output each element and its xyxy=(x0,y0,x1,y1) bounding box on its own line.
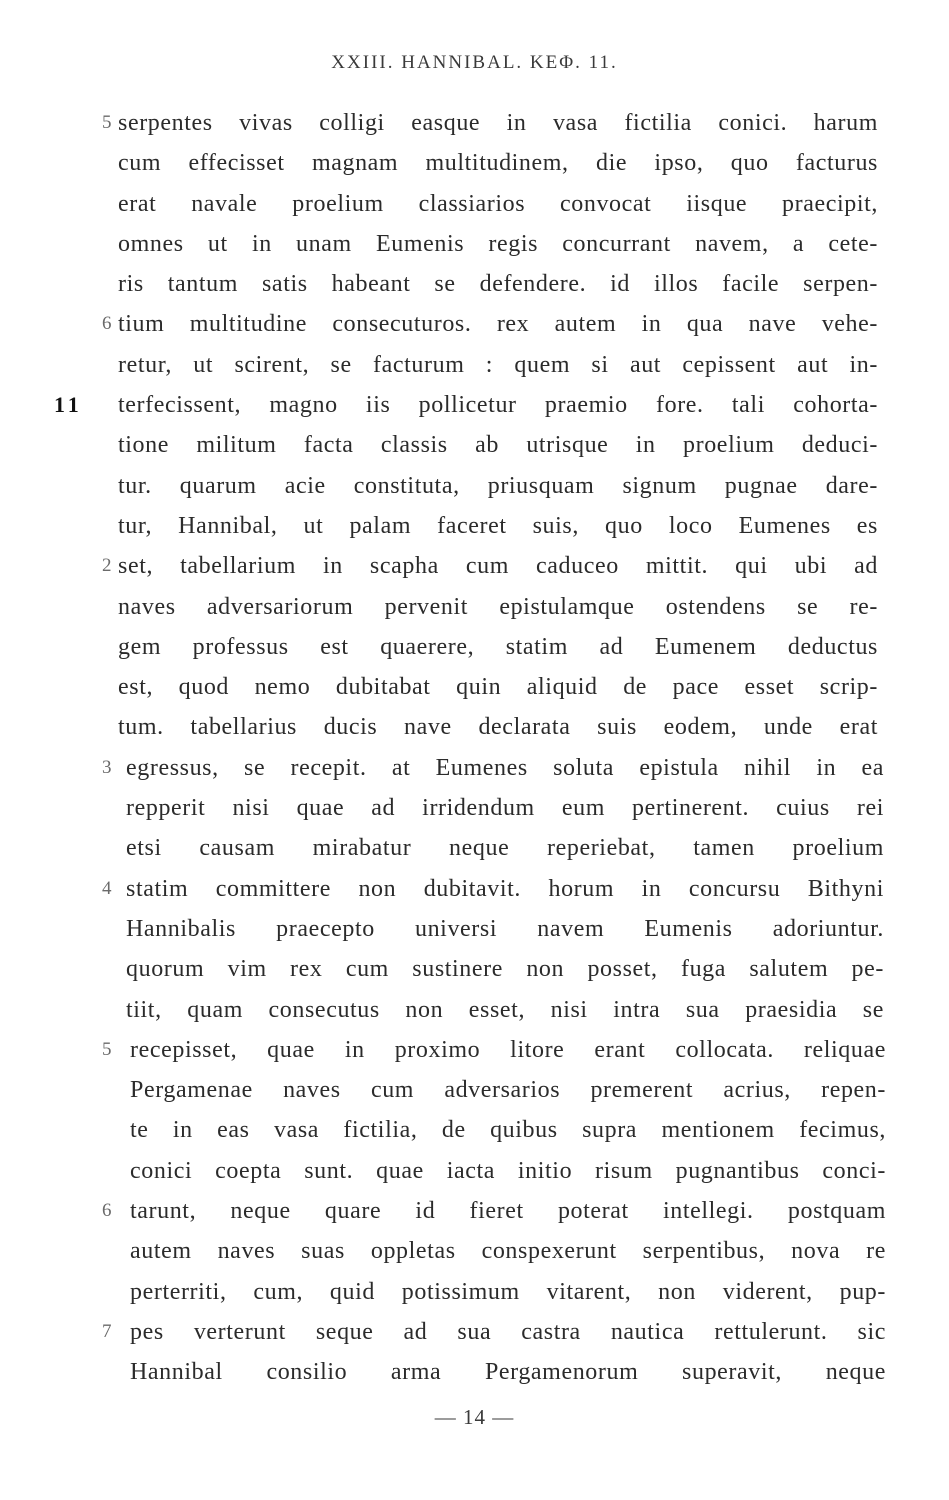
text-line xyxy=(0,587,949,627)
line-text: egressus, se recepit. at Eumenes soluta epistula nihil in ea xyxy=(126,754,884,781)
line-text: recepisset, quae in proximo litore erant collocata. reliquae xyxy=(130,1036,886,1063)
text-line xyxy=(0,828,949,868)
line-text: quorum vim rex cum sustinere non posset, fuga salutem pe- xyxy=(126,956,884,983)
section-number: 5 xyxy=(102,1038,112,1060)
text-line xyxy=(0,1312,949,1352)
line-text: pes verterunt seque ad sua castra nautica rettulerunt. sic xyxy=(130,1318,886,1345)
line-text: autem naves suas oppletas conspexerunt serpentibus, nova re xyxy=(130,1238,886,1265)
text-line xyxy=(0,506,949,546)
text-line xyxy=(0,990,949,1030)
text-line xyxy=(0,1151,949,1191)
text-line xyxy=(0,385,949,425)
line-text: tur. quarum acie constituta, priusquam signum pugnae dare- xyxy=(118,472,878,499)
text-line xyxy=(0,304,949,344)
line-text: tione militum facta classis ab utrisque in proelium deduci- xyxy=(118,432,878,459)
text-line xyxy=(0,627,949,667)
text-line xyxy=(0,264,949,304)
text-line xyxy=(0,748,949,788)
line-text: serpentes vivas colligi easque in vasa fictilia conici. harum xyxy=(118,110,878,136)
text-line xyxy=(0,1231,949,1271)
section-number: 6 xyxy=(102,1200,112,1222)
section-number: 7 xyxy=(102,1320,112,1342)
line-text: ris tantum satis habeant se defendere. id illos facile serpen- xyxy=(118,271,878,298)
text-line xyxy=(0,707,949,747)
text-line xyxy=(0,143,949,183)
text-line xyxy=(0,184,949,224)
text-line xyxy=(0,667,949,707)
line-text: cum effecisset magnam multitudinem, die ipso, quo facturus xyxy=(118,150,878,177)
body-text xyxy=(0,103,949,1393)
section-number: 5 xyxy=(102,112,112,133)
text-line xyxy=(0,1191,949,1231)
section-number: 2 xyxy=(102,555,112,577)
line-text: perterriti, cum, quid potissimum vitarent, non viderent, pup- xyxy=(130,1278,886,1305)
line-text: gem professus est quaerere, statim ad Eumenem deductus xyxy=(118,633,878,660)
text-line xyxy=(0,345,949,385)
line-text: tarunt, neque quare id fieret poterat intellegi. postquam xyxy=(130,1198,886,1225)
line-text: Hannibalis praecepto universi navem Eumenis adoriuntur. xyxy=(126,915,884,942)
line-text: naves adversariorum pervenit epistulamque ostendens se re- xyxy=(118,593,878,620)
line-text: Hannibal consilio arma Pergamenorum superavit, neque xyxy=(130,1359,886,1386)
line-text: est, quod nemo dubitabat quin aliquid de pace esset scrip- xyxy=(118,674,878,701)
line-text: retur, ut scirent, se facturum : quem si aut cepissent aut in- xyxy=(118,351,878,378)
text-line xyxy=(0,546,949,586)
text-line xyxy=(0,909,949,949)
text-line xyxy=(0,1352,949,1392)
line-text: te in eas vasa fictilia, de quibus supra mentionem fecimus, xyxy=(130,1117,886,1144)
line-text: tur, Hannibal, ut palam faceret suis, quo loco Eumenes es xyxy=(118,512,878,539)
line-text: set, tabellarium in scapha cum caduceo mittit. qui ubi ad xyxy=(118,553,878,580)
text-line xyxy=(0,949,949,989)
line-text: omnes ut in unam Eumenis regis concurrant navem, a cete- xyxy=(118,230,878,257)
section-number: 3 xyxy=(102,756,112,778)
text-line xyxy=(0,103,949,143)
text-line xyxy=(0,425,949,465)
text-line xyxy=(0,788,949,828)
line-text: conici coepta sunt. quae iacta initio risum pugnantibus conci- xyxy=(130,1157,886,1184)
line-text: statim committere non dubitavit. horum in concursu Bithyni xyxy=(126,875,884,902)
line-text: tiit, quam consecutus non esset, nisi intra sua praesidia se xyxy=(126,996,884,1023)
section-number: 4 xyxy=(102,877,112,899)
section-number: 6 xyxy=(102,313,112,335)
line-text: tium multitudine consecuturos. rex autem in qua nave vehe- xyxy=(118,311,878,338)
text-line xyxy=(0,466,949,506)
line-text: etsi causam mirabatur neque reperiebat, tamen proelium xyxy=(126,835,884,862)
line-text: tum. tabellarius ducis nave declarata suis eodem, unde erat xyxy=(118,714,878,741)
line-text: Pergamenae naves cum adversarios premerent acrius, repen- xyxy=(130,1077,886,1104)
line-text: repperit nisi quae ad irridendum eum pertinerent. cuius rei xyxy=(126,795,884,822)
chapter-number: 11 xyxy=(54,392,83,418)
running-head: XXIII. HANNIBAL. ΚΕΦ. 11. xyxy=(331,52,618,73)
line-text: erat navale proelium classiarios convocat iisque praecipit, xyxy=(118,190,878,217)
text-line xyxy=(0,1070,949,1110)
page-number: — 14 — xyxy=(434,1405,515,1429)
text-line xyxy=(0,224,949,264)
text-line xyxy=(0,869,949,909)
line-text: terfecissent, magno iis pollicetur praemio fore. tali cohorta- xyxy=(118,392,878,419)
text-line xyxy=(0,1030,949,1070)
text-line xyxy=(0,1110,949,1150)
text-line xyxy=(0,1272,949,1312)
